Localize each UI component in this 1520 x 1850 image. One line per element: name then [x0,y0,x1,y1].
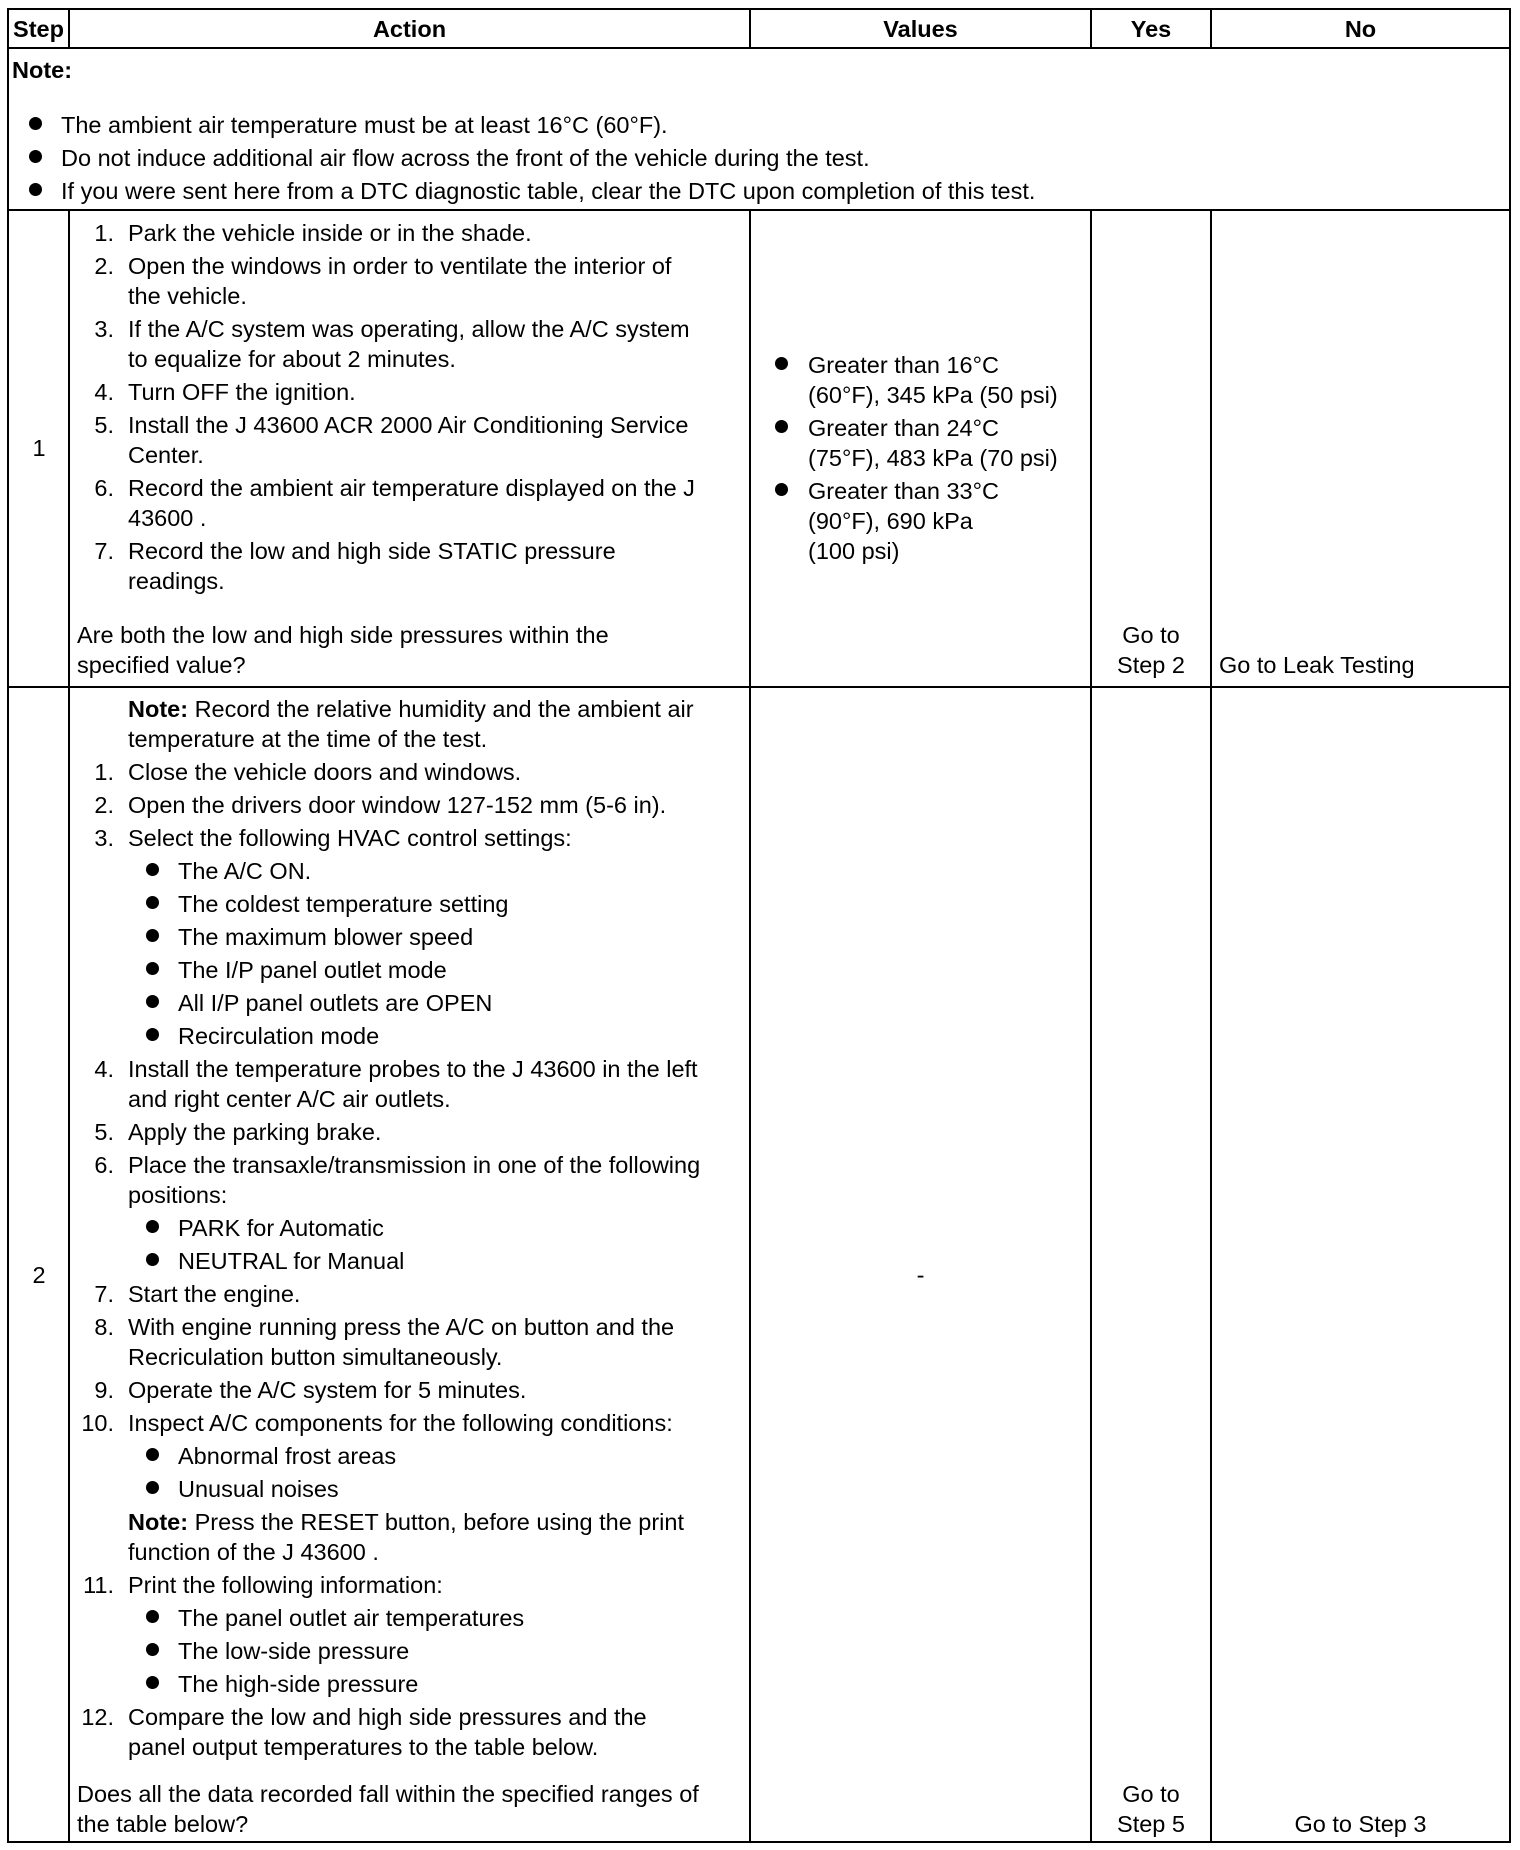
value-text: Greater than 24°C [808,415,999,441]
note-label: Note: [128,1509,189,1535]
item-text: Park the vehicle inside or in the shade. [128,220,532,246]
item-number: 6. [94,1152,114,1178]
item-number: 4. [94,379,114,405]
item-text: Print the following information: [128,1572,443,1598]
bullet-dot [146,1028,159,1041]
bullet-dot [146,1220,159,1233]
item-number: 5. [94,1119,114,1145]
item-text: the vehicle. [128,283,247,309]
sub-item: The I/P panel outlet mode [178,957,447,983]
sub-item: Unusual noises [178,1476,339,1502]
step1-question: Are both the low and high side pressures within the [77,622,609,648]
item-number: 3. [94,316,114,342]
bullet-dot [146,1643,159,1656]
item-text: Operate the A/C system for 5 minutes. [128,1377,527,1403]
step1-yes: Go to [1122,622,1180,648]
step2-question: the table below? [77,1811,249,1837]
note-label: Note: [128,696,189,722]
item-text: Record the ambient air temperature displayed on the J [128,475,695,501]
step2-note2 [128,1507,684,1537]
value-text: (60°F), 345 kPa (50 psi) [808,382,1058,408]
bullet-dot [146,1481,159,1494]
item-text: Start the engine. [128,1281,301,1307]
value-text: Greater than 33°C [808,478,999,504]
bullet-dot [146,929,159,942]
note-text: temperature at the time of the test. [128,726,488,752]
header-no: No [1344,16,1377,42]
item-text: readings. [128,568,225,594]
item-text: panel output temperatures to the table below. [128,1734,599,1760]
item-number: 4. [94,1056,114,1082]
bullet-dot [29,183,42,196]
col-rule-action [749,209,751,1843]
sub-item: Abnormal frost areas [178,1443,397,1469]
item-text: Turn OFF the ignition. [128,379,356,405]
header-step: Step [13,16,64,42]
item-text: Record the low and high side STATIC pressure [128,538,616,564]
step2-yes: Go to [1122,1781,1180,1807]
header-values: Values [883,16,958,42]
col-rule-values [1090,209,1092,1843]
item-number: 12. [81,1704,114,1730]
bullet-dot [146,1676,159,1689]
item-text: and right center A/C air outlets. [128,1086,451,1112]
step1-rule [7,686,1511,688]
sub-item: The panel outlet air temperatures [178,1605,525,1631]
item-text: Recriculation button simultaneously. [128,1344,503,1370]
item-text: Apply the parking brake. [128,1119,382,1145]
step2-no: Go to Step 3 [1294,1811,1427,1837]
item-text: positions: [128,1182,228,1208]
bullet-dot [146,995,159,1008]
note-label: Note: [12,57,73,83]
bullet-dot [29,117,42,130]
bullet-dot [146,863,159,876]
item-number: 3. [94,825,114,851]
bullet-dot [775,357,788,370]
note-bullet: If you were sent here from a DTC diagnostic table, clear the DTC upon completion of this test. [61,178,1036,204]
item-number: 6. [94,475,114,501]
item-number: 10. [81,1410,114,1436]
item-text: Close the vehicle doors and windows. [128,759,522,785]
step2-number: 2 [32,1262,46,1288]
bullet-dot [146,962,159,975]
bullet-dot [146,1253,159,1266]
item-text: Compare the low and high side pressures and the [128,1704,647,1730]
value-text: Greater than 16°C [808,352,999,378]
item-text: Open the windows in order to ventilate the interior of [128,253,672,279]
sub-item: NEUTRAL for Manual [178,1248,405,1274]
col-rule-yes [1210,209,1212,1843]
step1-yes: Step 2 [1117,652,1185,678]
bullet-dot [146,1448,159,1461]
sub-item: All I/P panel outlets are OPEN [178,990,493,1016]
step2-yes: Step 5 [1117,1811,1185,1837]
item-text: Open the drivers door window 127-152 mm (5-6 in). [128,792,667,818]
header-yes: Yes [1130,16,1172,42]
step1-number: 1 [32,435,46,461]
note-text: Press the RESET button, before using the print [188,1509,685,1535]
item-text: With engine running press the A/C on button and the [128,1314,675,1340]
bullet-dot [29,150,42,163]
sub-item: The maximum blower speed [178,924,474,950]
sub-item: The high-side pressure [178,1671,419,1697]
item-number: 5. [94,412,114,438]
step1-no: Go to Leak Testing [1219,652,1415,678]
step2-question: Does all the data recorded fall within the specified ranges of [77,1781,699,1807]
note-bullet: The ambient air temperature must be at least 16°C (60°F). [61,112,668,138]
item-number: 1. [94,220,114,246]
item-number: 7. [94,1281,114,1307]
item-text: Install the J 43600 ACR 2000 Air Conditioning Service [128,412,689,438]
sub-item: The coldest temperature setting [178,891,509,917]
table-border-bottom [7,1841,1511,1843]
sub-item: The low-side pressure [178,1638,410,1664]
step2-values: - [916,1262,925,1288]
item-number: 2. [94,253,114,279]
item-text: to equalize for about 2 minutes. [128,346,456,372]
value-text: (75°F), 483 kPa (70 psi) [808,445,1058,471]
item-number: 1. [94,759,114,785]
note-text: function of the J 43600 . [128,1539,379,1565]
bullet-dot [775,420,788,433]
table-border-left [7,8,9,1843]
sub-item: The A/C ON. [178,858,312,884]
sub-item: PARK for Automatic [178,1215,384,1241]
item-text: Inspect A/C components for the following conditions: [128,1410,673,1436]
item-text: Place the transaxle/transmission in one of the following [128,1152,701,1178]
table-border-right [1509,8,1511,1843]
bullet-dot [146,896,159,909]
item-number: 8. [94,1314,114,1340]
item-text: Select the following HVAC control settings: [128,825,572,851]
note-rule [7,209,1511,211]
item-text: Install the temperature probes to the J 43600 in the left [128,1056,698,1082]
item-number: 2. [94,792,114,818]
step1-question: specified value? [77,652,246,678]
item-number: 7. [94,538,114,564]
item-text: 43600 . [128,505,207,531]
bullet-dot [775,483,788,496]
note-text: Record the relative humidity and the ambient air [188,696,694,722]
item-text: If the A/C system was operating, allow the A/C system [128,316,690,342]
value-text: (90°F), 690 kPa [808,508,973,534]
note-bullet: Do not induce additional air flow across the front of the vehicle during the test. [61,145,870,171]
item-text: Center. [128,442,204,468]
header-action: Action [372,16,447,42]
value-text: (100 psi) [808,538,900,564]
diagnostic-table [7,8,1511,1843]
bullet-dot [146,1610,159,1623]
item-number: 11. [83,1572,114,1598]
item-number: 9. [94,1377,114,1403]
sub-item: Recirculation mode [178,1023,380,1049]
step2-note1 [128,694,694,724]
